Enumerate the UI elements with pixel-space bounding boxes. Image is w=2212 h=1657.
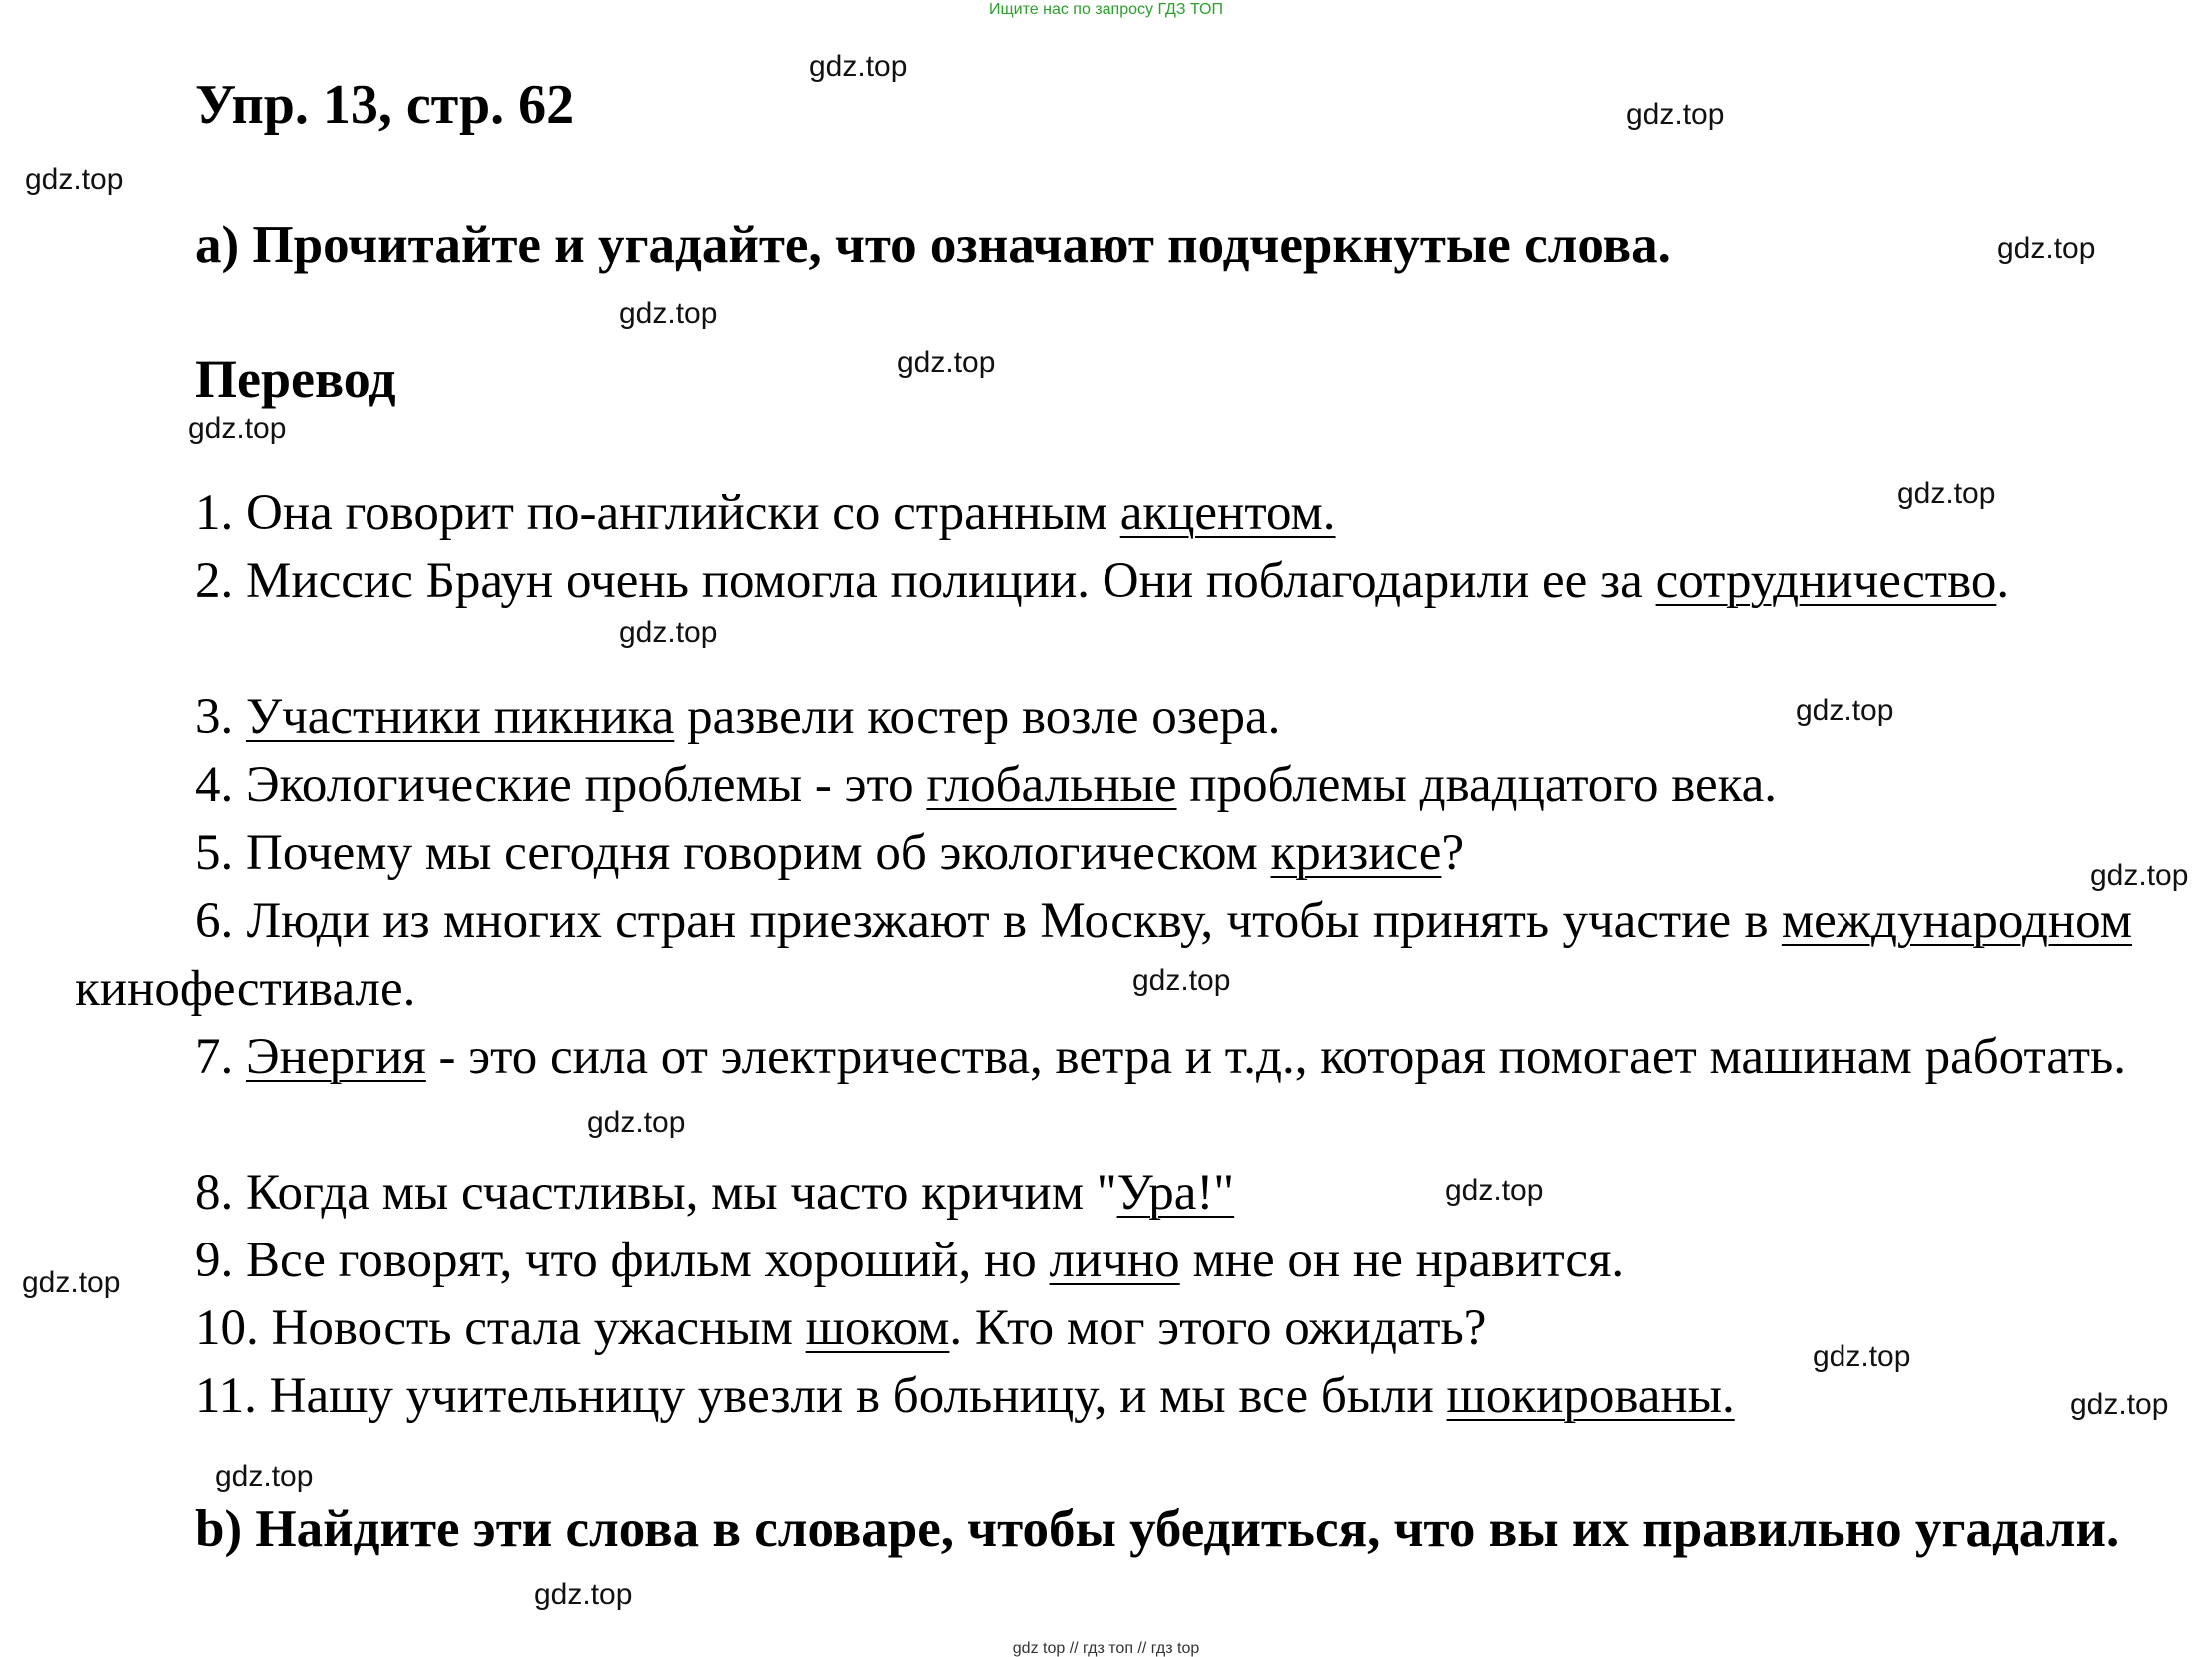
sentence-text: кинофестивале.: [75, 961, 416, 1017]
underlined-word: акцентом.: [1119, 485, 1336, 541]
watermark: gdz.top: [2090, 859, 2189, 892]
sentence-text: .: [1996, 553, 2010, 609]
sentence-1: [75, 479, 2132, 547]
watermark: gdz.top: [25, 163, 124, 196]
task-a: a) Прочитайте и угадайте, что означают подчеркнутые слова.: [195, 216, 1671, 274]
sentence-text: 5. Почему мы сегодня говорим об экологическом: [195, 825, 1271, 881]
watermark: gdz.top: [1897, 477, 1996, 510]
bottom-banner: gdz top // гдз топ // гдз top: [1012, 1640, 1200, 1657]
underlined-word: Участники пикника: [246, 689, 675, 745]
watermark: gdz.top: [1997, 232, 2096, 265]
sentence-text: 11. Нашу учительницу увезли в больницу, и мы все были: [195, 1368, 1447, 1424]
sentence-text: 7.: [195, 1029, 246, 1085]
watermark: gdz.top: [22, 1266, 121, 1299]
underlined-word: лично: [1049, 1233, 1180, 1288]
task-b: b) Найдите эти слова в словаре, чтобы убедиться, что вы их правильно угадали.: [195, 1500, 2120, 1558]
watermark: gdz.top: [1796, 694, 1894, 727]
underlined-word: Ура!": [1116, 1165, 1235, 1221]
underlined-word: глобальные: [926, 757, 1177, 813]
sentence-9: [75, 1227, 2132, 1294]
underlined-word: международном: [1781, 893, 2132, 949]
sentence-text: 1. Она говорит по-английски со странным: [195, 485, 1120, 541]
sentence-8: [75, 1159, 2132, 1227]
sentence-text: развели костер возле озера.: [674, 689, 1281, 745]
watermark: gdz.top: [188, 413, 287, 445]
watermark: gdz.top: [2070, 1388, 2169, 1421]
sentence-text: мне он не нравится.: [1179, 1233, 1625, 1288]
watermark: gdz.top: [1445, 1174, 1544, 1207]
sentence-4: [75, 751, 2132, 819]
watermark: gdz.top: [215, 1460, 314, 1493]
sentence-text: 6. Люди из многих стран приезжают в Москву, чтобы принять участие в: [195, 893, 1782, 949]
underlined-word: сотрудничество: [1655, 553, 1997, 609]
watermark: gdz.top: [809, 50, 908, 83]
underlined-word: кризисе: [1270, 825, 1442, 881]
sentence-text: 10. Новость стала ужасным: [195, 1300, 806, 1356]
watermark: gdz.top: [1813, 1340, 1911, 1373]
sentence-text: 2. Миссис Браун очень помогла полиции. Они поблагодарили ее за: [195, 553, 1656, 609]
sentence-2: [75, 547, 2132, 615]
sentence-text: . Кто мог этого ожидать?: [949, 1300, 1487, 1356]
watermark: gdz.top: [619, 297, 718, 330]
underlined-word: Энергия: [246, 1029, 426, 1085]
sentence-6: [75, 887, 2132, 1023]
exercise-title: Упр. 13, стр. 62: [195, 74, 575, 136]
watermark: gdz.top: [534, 1578, 633, 1611]
sentence-text: 4. Экологические проблемы - это: [195, 757, 927, 813]
sentence-5: [75, 819, 2132, 887]
sentence-7: [75, 1023, 2132, 1091]
watermark: gdz.top: [1132, 964, 1231, 997]
watermark: gdz.top: [897, 346, 996, 379]
watermark: gdz.top: [1626, 98, 1725, 131]
sentence-text: 8. Когда мы счастливы, мы часто кричим ": [195, 1165, 1117, 1221]
underlined-word: шокированы.: [1446, 1368, 1735, 1424]
sentence-text: ?: [1441, 825, 1465, 881]
sentence-text: - это сила от электричества, ветра и т.д., которая помогает машинам работать.: [425, 1029, 2127, 1085]
watermark: gdz.top: [587, 1106, 686, 1139]
translation-heading: Перевод: [195, 349, 396, 409]
sentence-text: 3.: [195, 689, 246, 745]
watermark: gdz.top: [619, 616, 718, 649]
sentence-text: проблемы двадцатого века.: [1176, 757, 1778, 813]
sentence-text: 9. Все говорят, что фильм хороший, но: [195, 1233, 1050, 1288]
underlined-word: шоком: [805, 1300, 950, 1356]
top-banner: Ищите нас по запросу ГДЗ ТОП: [989, 1, 1223, 18]
